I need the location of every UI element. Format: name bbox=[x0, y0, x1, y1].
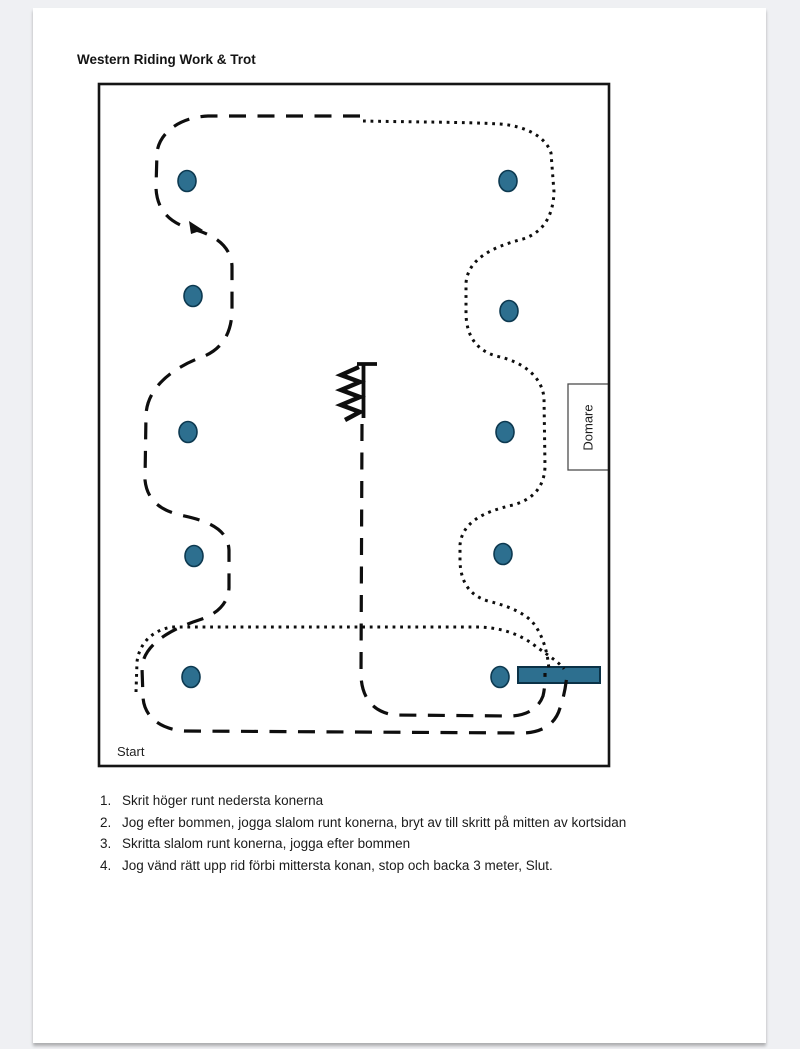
instruction-item bbox=[100, 833, 626, 855]
page-title: Western Riding Work & Trot bbox=[77, 52, 256, 67]
cone-marker bbox=[494, 544, 512, 565]
instruction-text: Jog vänd rätt upp rid förbi mittersta konan, stop och backa 3 meter, Slut. bbox=[122, 857, 553, 873]
cone-marker bbox=[184, 286, 202, 307]
instruction-text: Jog efter bommen, jogga slalom runt konerna, bryt av till skritt på mitten av kortsidan bbox=[122, 814, 627, 830]
instruction-item bbox=[100, 790, 626, 812]
instruction-list bbox=[100, 790, 626, 876]
cone-marker bbox=[499, 171, 517, 192]
judge-label-text: Domare bbox=[581, 403, 596, 451]
instruction-text: Skrit höger runt nedersta konerna bbox=[122, 793, 324, 808]
ground-pole bbox=[518, 667, 600, 683]
cone-marker bbox=[179, 422, 197, 443]
cone-marker bbox=[178, 171, 196, 192]
cone-marker bbox=[182, 667, 200, 688]
start-label: Start bbox=[117, 744, 145, 759]
instruction-item bbox=[100, 855, 626, 877]
instruction-item bbox=[100, 812, 626, 834]
cone-marker bbox=[491, 667, 509, 688]
instruction-number: 1. bbox=[100, 793, 112, 808]
cone-marker bbox=[185, 546, 203, 567]
instruction-number: 2. bbox=[100, 814, 112, 830]
cone-marker bbox=[496, 422, 514, 443]
judge-box-label bbox=[568, 384, 609, 470]
instruction-number: 3. bbox=[100, 836, 112, 851]
instruction-text: Skritta slalom runt konerna, jogga efter bommen bbox=[122, 836, 411, 851]
instruction-number: 4. bbox=[100, 857, 112, 873]
arena-floor bbox=[99, 84, 609, 766]
cone-marker bbox=[500, 301, 518, 322]
